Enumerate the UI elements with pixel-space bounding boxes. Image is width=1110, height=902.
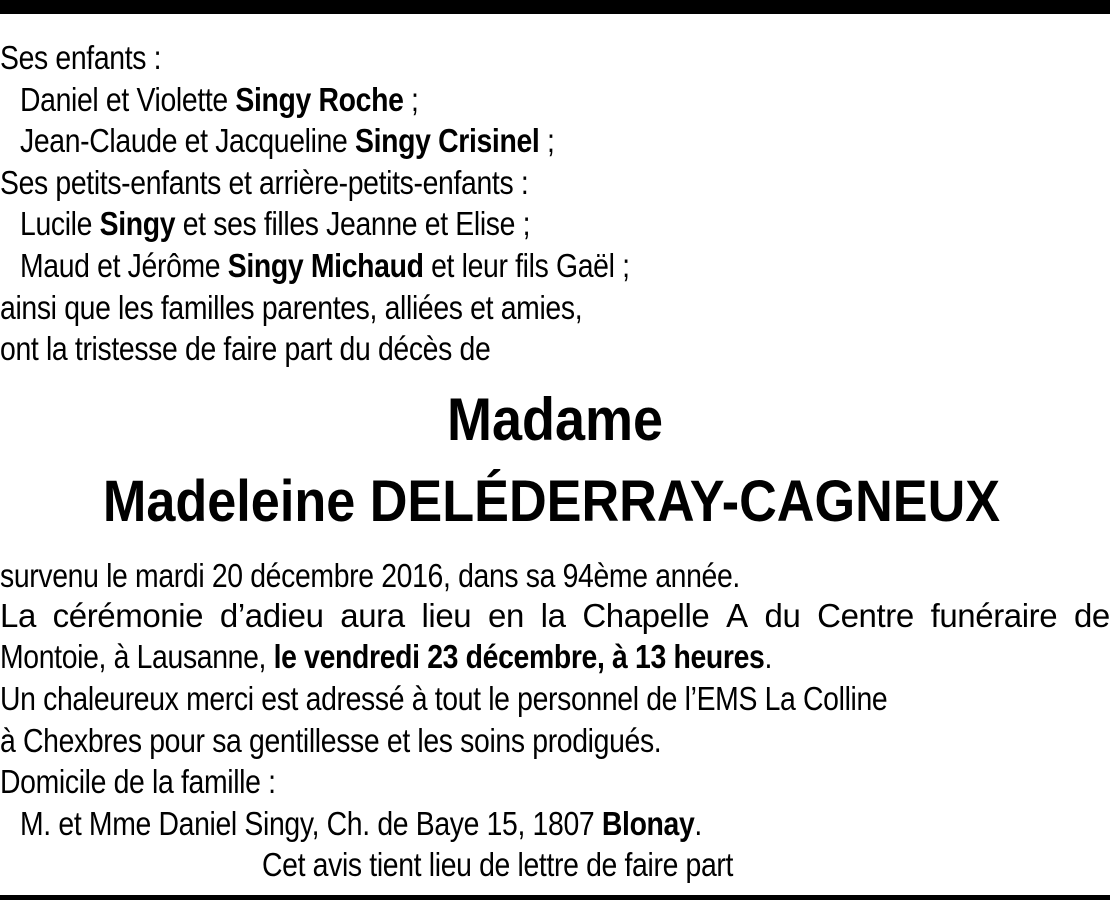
child2-line: Jean-Claude et Jacqueline Singy Crisinel ; [20, 122, 555, 159]
families-line: ainsi que les familles parentes, alliées et amies, [0, 289, 583, 326]
grandchild1-line: Lucile Singy et ses filles Jeanne et Elise ; [20, 205, 531, 242]
grandchild2-surname: Singy Michaud [227, 247, 424, 284]
grandchildren-heading: Ses petits-enfants et arrière-petits-enfants : [0, 164, 529, 201]
ceremony-word: lieu [421, 597, 472, 634]
grandchild2-line: Maud et Jérôme Singy Michaud et leur fils Gaël ; [20, 247, 630, 284]
domicile-heading: Domicile de la famille : [0, 763, 276, 800]
ceremony-word: d’adieu [219, 597, 324, 634]
footer-note: Cet avis tient lieu de lettre de faire part [262, 846, 734, 883]
ceremony-date-line: Montoie, à Lausanne, le vendredi 23 décembre, à 13 heures. [0, 638, 773, 675]
ceremony-word: la [540, 597, 566, 634]
top-rule [0, 0, 1110, 14]
grandchild1-surname: Singy [99, 205, 176, 242]
ceremony-word: La [0, 597, 36, 634]
ceremony-word: A [726, 597, 748, 634]
ceremony-word: du [764, 597, 801, 634]
ceremony-word: cérémonie [52, 597, 204, 634]
ceremony-word: funéraire [930, 597, 1058, 634]
honorific-title: Madame [446, 386, 664, 453]
child2-surname: Singy Crisinel [355, 122, 540, 159]
child1-line: Daniel et Violette Singy Roche ; [20, 81, 419, 118]
sadness-line: ont la tristesse de faire part du décès de [0, 330, 491, 367]
thanks-line-1: Un chaleureux merci est adressé à tout le personnel de l’EMS La Colline [0, 680, 888, 717]
thanks-line-2: à Chexbres pour sa gentillesse et les soins prodigués. [0, 722, 662, 759]
ceremony-word: aura [340, 597, 405, 634]
ceremony-date: le vendredi 23 décembre, à 13 heures [273, 638, 765, 675]
ceremony-word: Centre [817, 597, 914, 634]
domicile-city: Blonay [601, 805, 695, 842]
child1-surname: Singy Roche [235, 81, 404, 118]
death-line: survenu le mardi 20 décembre 2016, dans sa 94ème année. [0, 557, 740, 594]
ceremony-line [0, 596, 1110, 636]
children-heading: Ses enfants : [0, 39, 162, 76]
ceremony-word: de [1073, 597, 1110, 634]
deceased-name: Madeleine DELÉDERRAY-CAGNEUX [102, 469, 1000, 534]
bottom-rule [0, 895, 1110, 900]
ceremony-word: en [488, 597, 524, 634]
domicile-address-line: M. et Mme Daniel Singy, Ch. de Baye 15, 1807 Blonay. [20, 805, 702, 842]
ceremony-word: Chapelle [582, 597, 710, 634]
